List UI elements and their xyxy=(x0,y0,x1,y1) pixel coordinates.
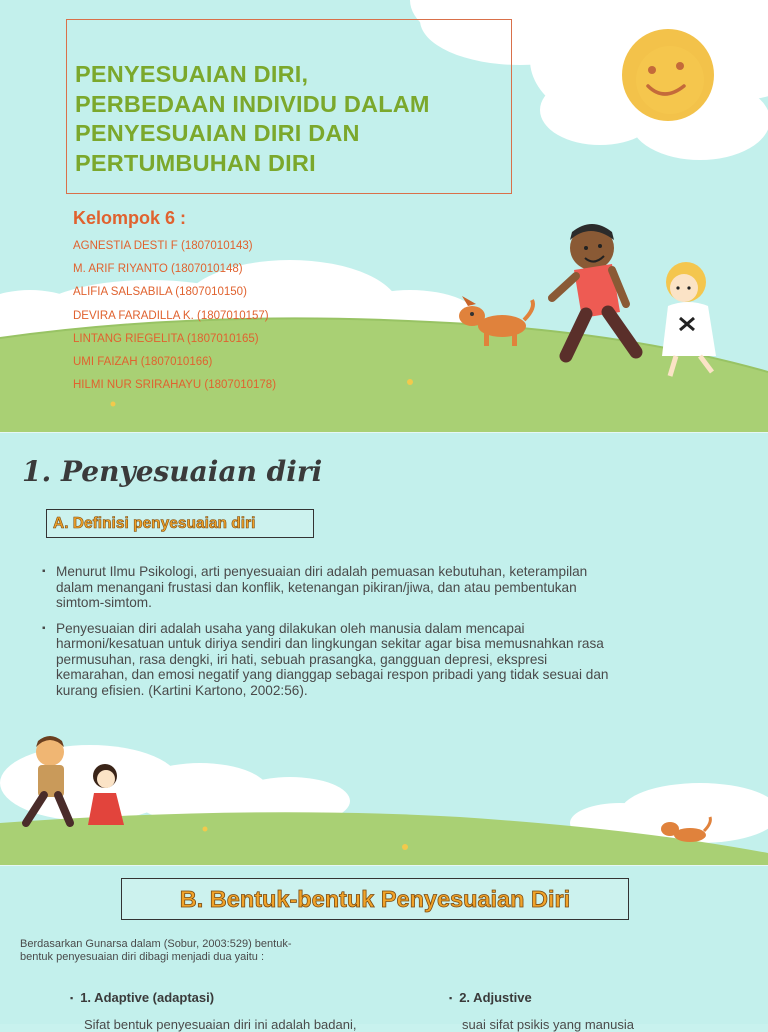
group-label: Kelompok 6 : xyxy=(73,208,187,228)
adjustive-description: suai sifat psikis yang manusia xyxy=(462,1017,634,1032)
member-item: M. ARIF RIYANTO (1807010148) xyxy=(73,263,243,276)
adjustive-label: 2. Adjustive xyxy=(459,990,532,1005)
subheading-a: A. Definisi penyesuaian diri xyxy=(46,509,314,538)
definition-list xyxy=(42,564,622,708)
intro-text: Berdasarkan Gunarsa dalam (Sobur, 2003:529) bentuk-bentuk penyesuaian diri dibagi menjadi dua yaitu : xyxy=(20,938,292,963)
member-item: HILMI NUR SRIRAHAYU (1807010178) xyxy=(73,379,277,392)
page-title: PENYESUAIAN DIRI, PERBEDAAN INDIVIDU DALAM PENYESUAIAN DIRI DAN PERTUMBUHAN DIRI xyxy=(75,61,430,176)
member-list xyxy=(73,239,276,401)
subheading-b: B. Bentuk-bentuk Penyesuaian Diri xyxy=(121,878,629,920)
title-slide xyxy=(0,0,768,432)
paragraph-text: Menurut Ilmu Psikologi, arti penyesuaian diri adalah pemuasan kebutuhan, keterampilan dalam menangani frustasi dan konflik, ketenangan pikiran/jiwa, dan atau pembentukan simtom-simtom. xyxy=(56,564,588,610)
adaptive-label: 1. Adaptive (adaptasi) xyxy=(80,990,215,1005)
sun-illustration xyxy=(622,29,714,121)
bullet-icon: ▪ xyxy=(42,622,46,634)
list-item xyxy=(42,621,622,699)
member-item: DEVIRA FARADILLA K. (1807010157) xyxy=(73,309,269,322)
title-frame xyxy=(66,19,512,194)
member-item: ALIFIA SALSABILA (1807010150) xyxy=(73,286,247,299)
section-heading: 1. Penyesuaian diri xyxy=(22,455,323,488)
member-item: LINTANG RIEGELITA (1807010165) xyxy=(73,332,259,345)
bullet-icon: ▪ xyxy=(42,566,46,577)
list-item xyxy=(42,564,622,611)
bullet-icon: ▪ xyxy=(70,993,74,1003)
adaptive-description: Sifat bentuk penyesuaian diri ini adalah badani, xyxy=(84,1017,357,1032)
member-item: UMI FAIZAH (1807010166) xyxy=(73,355,213,368)
adjustive-item xyxy=(449,990,532,1005)
paragraph-text: Penyesuaian diri adalah usaha yang dilakukan oleh manusia dalam mencapai harmoni/kesatuan untuk diriya sendiri dan lingkungan sekitar agar bisa memusnahkan rasa permusuhan, rasa dengki, iri hati, sebuah prasangka, gangguan depresi, ekspresi kemarahan, dan emosi negatif yang dianggap sebagai respon pribadi yang tidak sesuai dan kurang efisien. (Kartini Kartono, 2002:56). xyxy=(56,620,609,698)
adaptive-item xyxy=(70,990,214,1005)
member-item: AGNESTIA DESTI F (1807010143) xyxy=(73,240,253,252)
bullet-icon: ▪ xyxy=(449,993,453,1003)
